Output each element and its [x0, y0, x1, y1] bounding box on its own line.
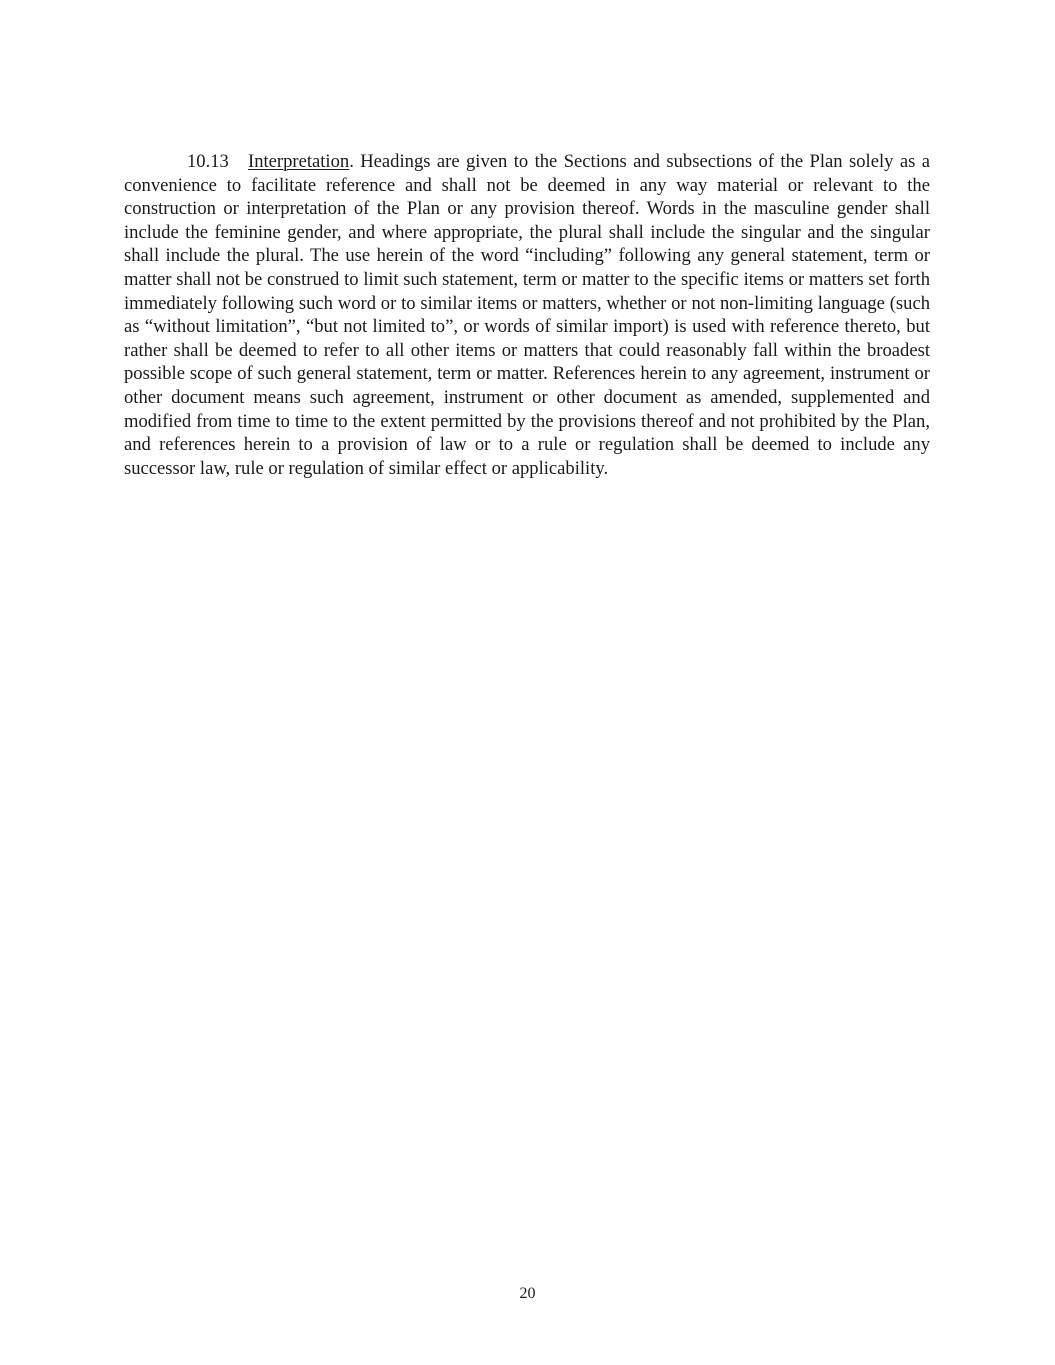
section-heading-punctuation: . — [349, 151, 354, 172]
section-body-text: Headings are given to the Sections and subsections of the Plan solely as a convenience to facilitate reference and shall not be deemed in any way material or relevant to the construction or interpretation of the Plan or any provision thereof. Words in the masculine gender shall include the feminine gender, and where appropriate, the plural shall include the singular and the singular shall include the plural. The use herein of the word “including” following any general statement, term or matter shall not be construed to limit such statement, term or matter to the specific items or matters set forth immediately following such word or to similar items or matters, whether or not non-limiting language (such as “without limitation”, “but not limited to”, or words of similar import) is used with reference thereto, but rather shall be deemed to refer to all other items or matters that could reasonably fall within the broadest possible scope of such general statement, term or matter. References herein to any agreement, instrument or other document means such agreement, instrument or other document as amended, supplemented and modified from time to time to the extent permitted by the provisions thereof and not prohibited by the Plan, and references herein to a provision of law or to a rule or regulation shall be deemed to include any successor law, rule or regulation of similar effect or applicability. — [124, 151, 930, 479]
section-heading: Interpretation — [248, 151, 350, 172]
section-lead — [124, 151, 354, 172]
page-number: 20 — [519, 1285, 536, 1302]
section-number: 10.13 — [187, 151, 229, 172]
section-10-13-paragraph — [124, 150, 930, 480]
